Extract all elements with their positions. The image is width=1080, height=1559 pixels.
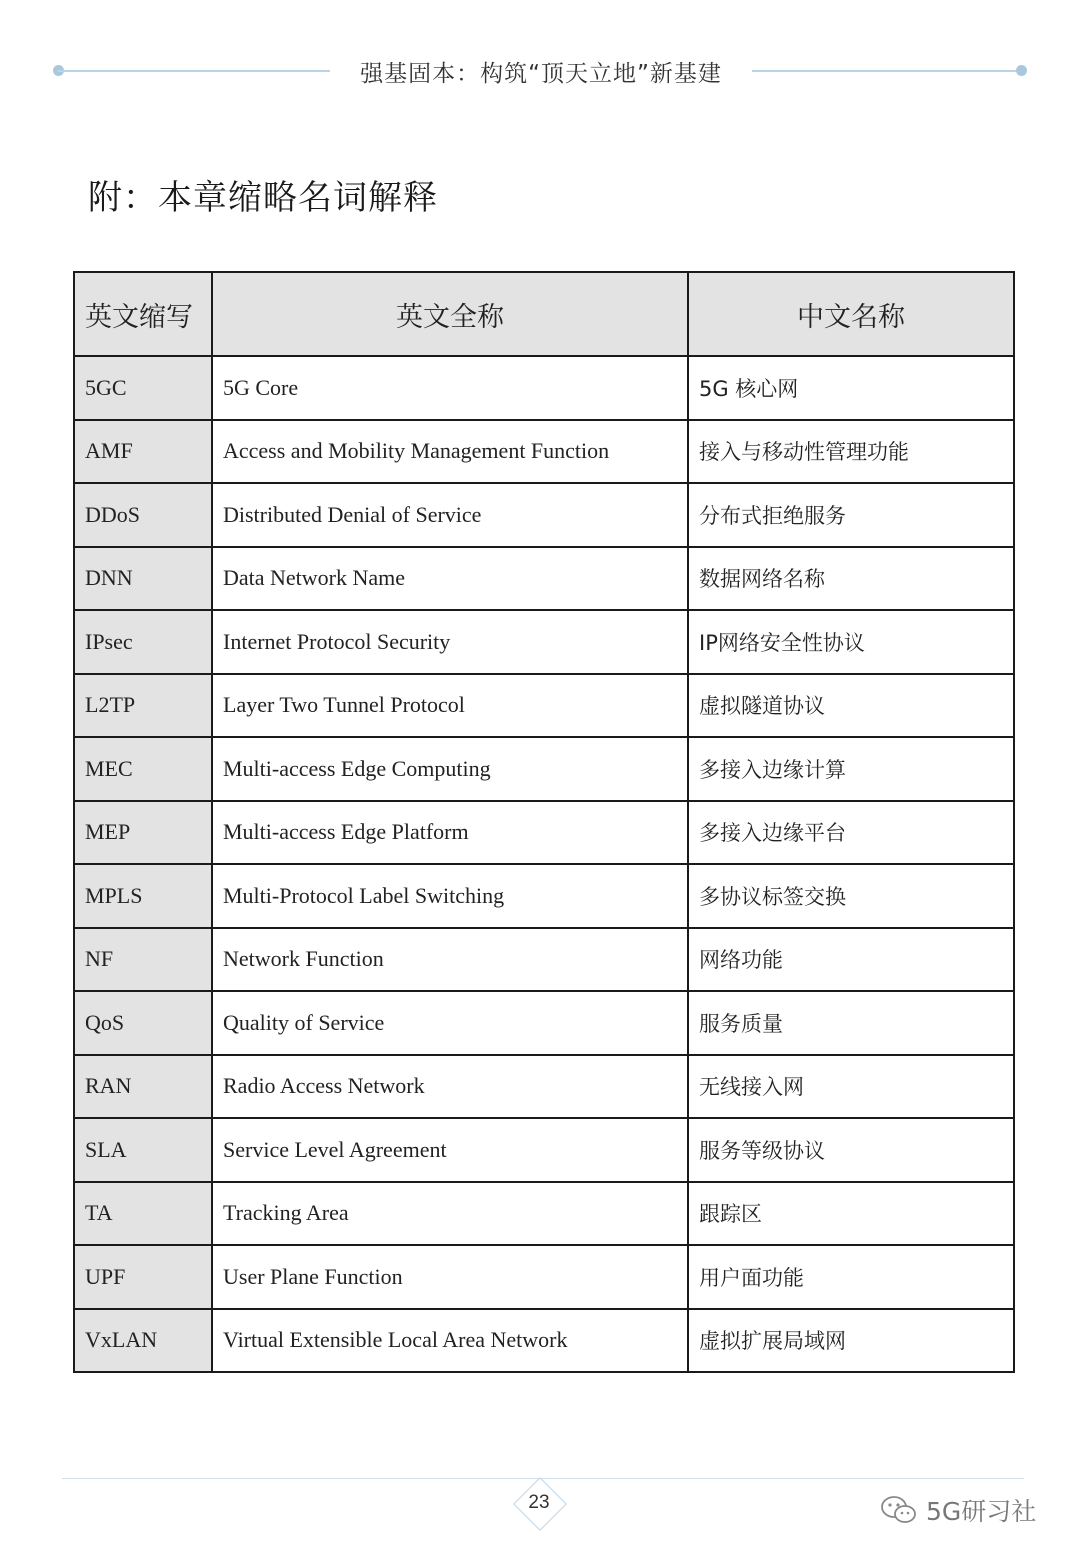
table-row <box>74 547 1014 611</box>
glossary-table <box>73 271 1015 1373</box>
full-name-cell: Access and Mobility Management Function <box>212 420 688 484</box>
full-name-cell: Distributed Denial of Service <box>212 483 688 547</box>
table-row <box>74 356 1014 420</box>
chinese-name-cell: 多接入边缘计算 <box>688 737 1014 801</box>
section-title: 附：本章缩略名词解释 <box>88 178 438 218</box>
chinese-name-cell: 网络功能 <box>688 928 1014 992</box>
full-name-cell: Multi-access Edge Computing <box>212 737 688 801</box>
chinese-name-cell: 分布式拒绝服务 <box>688 483 1014 547</box>
abbreviation-cell: RAN <box>74 1055 212 1119</box>
chinese-name-cell: 服务等级协议 <box>688 1118 1014 1182</box>
abbreviation-cell: AMF <box>74 420 212 484</box>
table-row <box>74 1182 1014 1246</box>
abbreviation-cell: QoS <box>74 991 212 1055</box>
abbreviation-cell: UPF <box>74 1245 212 1309</box>
full-name-cell: Radio Access Network <box>212 1055 688 1119</box>
abbreviation-cell: NF <box>74 928 212 992</box>
chinese-name-cell: 多协议标签交换 <box>688 864 1014 928</box>
glossary-body <box>74 356 1014 1372</box>
full-name-cell: Multi-access Edge Platform <box>212 801 688 865</box>
table-row <box>74 1055 1014 1119</box>
header-right-dot <box>1016 65 1027 76</box>
chinese-name-cell: 服务质量 <box>688 991 1014 1055</box>
abbreviation-cell: MPLS <box>74 864 212 928</box>
chinese-name-cell: 虚拟隧道协议 <box>688 674 1014 738</box>
table-row <box>74 674 1014 738</box>
abbreviation-cell: MEP <box>74 801 212 865</box>
chinese-name-cell: 用户面功能 <box>688 1245 1014 1309</box>
abbreviation-cell: VxLAN <box>74 1309 212 1373</box>
chinese-name-cell: 跟踪区 <box>688 1182 1014 1246</box>
chinese-name-cell: 无线接入网 <box>688 1055 1014 1119</box>
chinese-name-cell: 接入与移动性管理功能 <box>688 420 1014 484</box>
table-row <box>74 991 1014 1055</box>
page-number: 23 <box>528 1492 550 1513</box>
chinese-name-cell: 5G 核心网 <box>688 356 1014 420</box>
table-row <box>74 610 1014 674</box>
abbreviation-cell: IPsec <box>74 610 212 674</box>
table-row <box>74 801 1014 865</box>
brand-name: 5G研习社 <box>926 1497 1037 1526</box>
table-header-row <box>74 272 1014 356</box>
table-row <box>74 1245 1014 1309</box>
full-name-cell: Network Function <box>212 928 688 992</box>
table-row <box>74 928 1014 992</box>
chinese-name-cell: 多接入边缘平台 <box>688 801 1014 865</box>
full-name-cell: Multi-Protocol Label Switching <box>212 864 688 928</box>
full-name-cell: 5G Core <box>212 356 688 420</box>
abbreviation-cell: DDoS <box>74 483 212 547</box>
abbreviation-cell: L2TP <box>74 674 212 738</box>
column-header-full-name: 英文全称 <box>212 272 688 356</box>
column-header-chinese-name: 中文名称 <box>688 272 1014 356</box>
table-row <box>74 420 1014 484</box>
full-name-cell: User Plane Function <box>212 1245 688 1309</box>
table-row <box>74 737 1014 801</box>
full-name-cell: Internet Protocol Security <box>212 610 688 674</box>
footer-rule <box>62 1478 1024 1479</box>
full-name-cell: Tracking Area <box>212 1182 688 1246</box>
chinese-name-cell: 数据网络名称 <box>688 547 1014 611</box>
table-row <box>74 483 1014 547</box>
full-name-cell: Data Network Name <box>212 547 688 611</box>
full-name-cell: Quality of Service <box>212 991 688 1055</box>
abbreviation-cell: MEC <box>74 737 212 801</box>
abbreviation-cell: TA <box>74 1182 212 1246</box>
chinese-name-cell: 虚拟扩展局域网 <box>688 1309 1014 1373</box>
page-header-title: 强基固本：构筑“顶天立地”新基建 <box>360 61 722 87</box>
full-name-cell: Layer Two Tunnel Protocol <box>212 674 688 738</box>
chinese-name-cell: IP网络安全性协议 <box>688 610 1014 674</box>
wechat-icon <box>880 1495 918 1525</box>
abbreviation-cell: SLA <box>74 1118 212 1182</box>
table-row <box>74 1118 1014 1182</box>
table-row <box>74 864 1014 928</box>
abbreviation-cell: 5GC <box>74 356 212 420</box>
header-left-rule <box>58 70 330 72</box>
brand-watermark <box>880 1492 1036 1528</box>
full-name-cell: Service Level Agreement <box>212 1118 688 1182</box>
header-right-rule <box>752 70 1022 72</box>
table-row <box>74 1309 1014 1373</box>
full-name-cell: Virtual Extensible Local Area Network <box>212 1309 688 1373</box>
column-header-abbreviation: 英文缩写 <box>74 272 212 356</box>
abbreviation-cell: DNN <box>74 547 212 611</box>
